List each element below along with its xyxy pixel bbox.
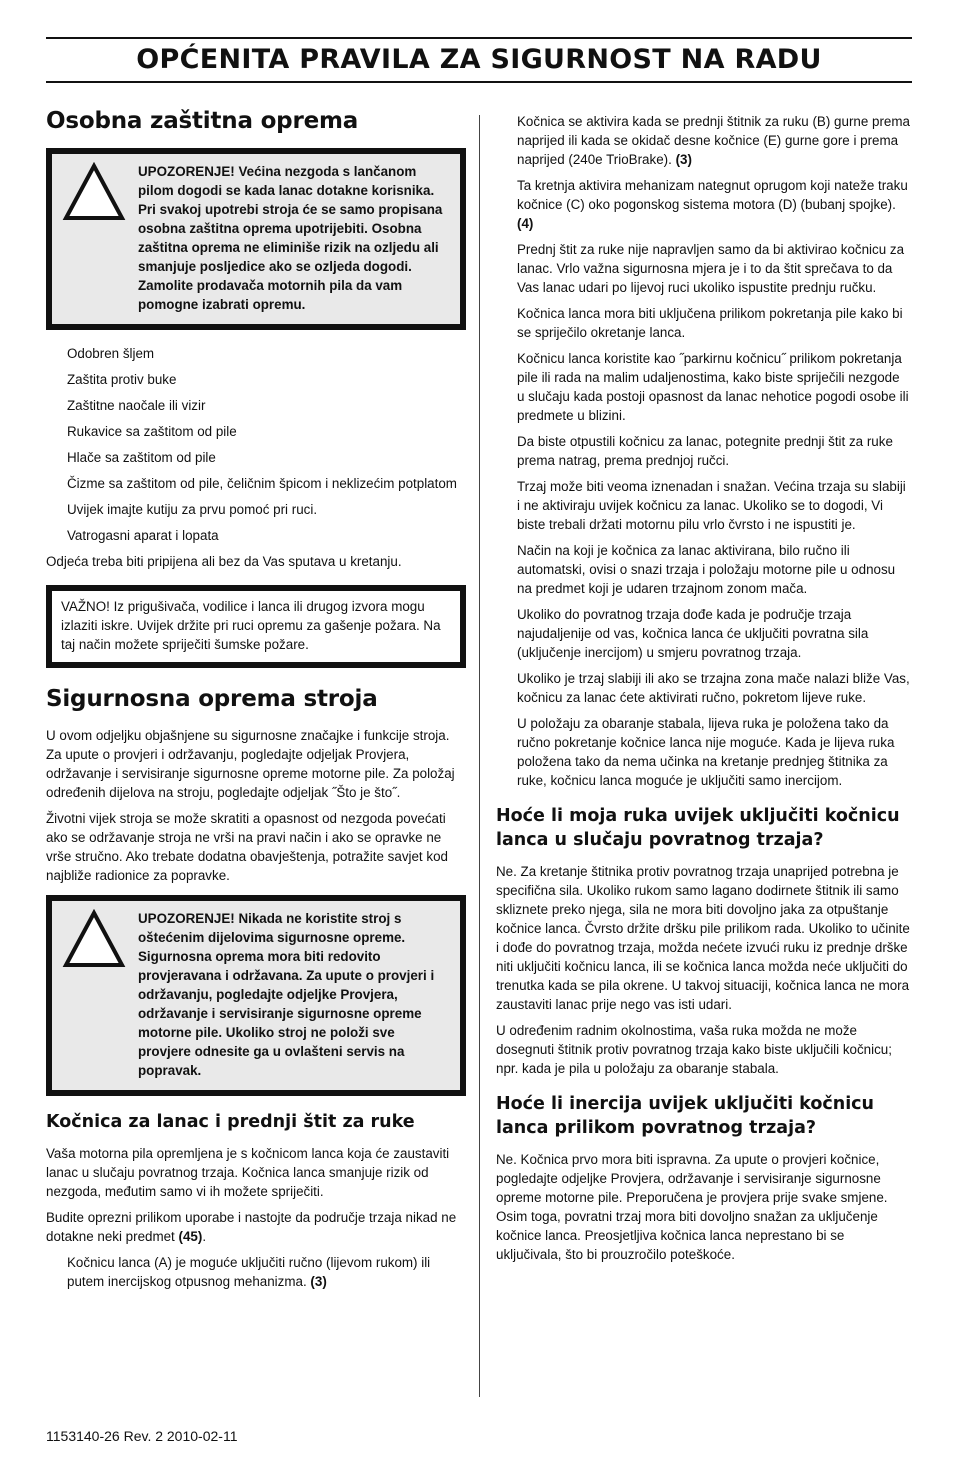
figure-ref: (45) xyxy=(178,1229,203,1244)
warning-box-damaged-equipment xyxy=(46,895,466,1096)
heading-machine-safety-equipment: Sigurnosna oprema stroja xyxy=(46,686,378,712)
warning-text-ppe: UPOZORENJE! Većina nezgoda s lančanom pilom dogodi se kada lanac dotakne korisnika. Pri svakoj upotrebi stroja će se samo propisana osobna zaštitna oprema upotrijebiti. Osobna zaštitna oprema ne eliminiše rizik na ozljedu ali smanjuje posljedice ako se ozljeda dogodi. Zamolite prodavača motornih pila da vam pomogne izabrati opremu. xyxy=(138,164,443,312)
heading-hand-activation: Hoće li moja ruka uvijek uključiti kočnicu lanca u slučaju povratnog trzaja? xyxy=(496,806,900,850)
list-item: Uvijek imajte kutiju za prvu pomoć pri ruci. xyxy=(67,502,318,517)
warning-triangle-icon xyxy=(62,162,126,222)
figure-ref: (3) xyxy=(675,152,692,167)
paragraph: Životni vijek stroja se može skratiti a opasnost od nezgoda povećati ako se održavanje stroja ne vrši na pravi način i ako se opravke ne vrše stručno. Ako trebate dodatna obavještenja, potražite savjet kod najbliže radionice za popravke. xyxy=(46,811,448,883)
list-item: Čizme sa zaštitom od pile, čeličnim špicom i neklizećim potplatom xyxy=(67,476,457,491)
paragraph xyxy=(46,1253,466,1291)
paragraph: Način na koji je kočnica za lanac aktivirana, bilo ručno ili automatski, ovisi o snazi trzaja i položaju motorne pile u odnosu na predmet koji je udaren trzajnom zonom mača. xyxy=(517,543,896,596)
paragraph-text: Ta kretnja aktivira mehanizam nategnut oprugom koji nateže traku kočnice (C) oko pogonskog sistema motora (D) (bubanj spojke). xyxy=(517,178,908,212)
list-item: Rukavice sa zaštitom od pile xyxy=(67,424,237,439)
clothing-note: Odjeća treba biti pripijena ali bez da Vas sputava u kretanju. xyxy=(46,554,402,569)
heading-inertia-activation: Hoće li inercija uvijek uključiti kočnicu lanca prilikom povratnog trzaja? xyxy=(496,1094,875,1138)
heading-personal-protective-equipment: Osobna zaštitna oprema xyxy=(46,108,359,134)
paragraph-text: Budite oprezni prilikom uporabe i nastojte da područje trzaja nikad ne dotakne neki predmet xyxy=(46,1210,457,1244)
paragraph: U položaju za obaranje stabala, lijeva ruka je položena tako da ručno pokretanje kočnice lanca nije moguće. Kada je lijeva ruka položena tako da nema učinka na kretanje prednjeg štitnika za ruke, kočnicu lanca moguće je uključiti samo inercijom. xyxy=(517,716,895,788)
paragraph-text: Kočnica se aktivira kada se prednji štitnik za ruku (B) gurne prema naprijed ili kada se okidač desne kočnice (E) gurne gore i prema naprijed (240e TrioBrake). xyxy=(517,114,910,167)
page-title: OPĆENITA PRAVILA ZA SIGURNOST NA RADU xyxy=(136,44,822,75)
paragraph: Vaša motorna pila opremljena je s kočnicom lanca koja će zaustaviti lanac u slučaju povratnog trzaja. Kočnica lanca smanjuje rizik od nezgoda, međutim samo vi ih možete spriječiti. xyxy=(46,1146,450,1199)
paragraph: U ovom odjeljku objašnjene su sigurnosne značajke i funkcije stroja. Za upute o provjeri i održavanju, pogledajte odjeljak Provjera, održavanje i servisiranje sigurnosne opreme motorne pile. Za položaj određenih dijelova na stroju, pogledajte odjeljak ˝Što je što˝. xyxy=(46,728,455,800)
warning-text-damaged-equipment: UPOZORENJE! Nikada ne koristite stroj s oštećenim dijelovima sigurnosne opreme. Sigurnosna oprema mora biti redovito provjeravana i održavana. Za upute o provjeri i održavanju, pogledajte odjeljke Provjera, održavanje i servisiranje sigurnosne opreme motorne pile. Ukoliko stroj ne položi sve provjere odnesite ga u ovlašteni servis na popravak. xyxy=(138,911,435,1078)
figure-ref: (3) xyxy=(310,1274,327,1289)
left-column xyxy=(46,108,466,1298)
paragraph xyxy=(46,1208,466,1246)
list-item: Odobren šljem xyxy=(67,346,155,361)
paragraph: Trzaj može biti veoma iznenadan i snažan. Većina trzaja su slabiji i ne aktiviraju uvijek kočnicu za lanac. Ukoliko se to dogodi, Vi biste trebali držati motornu pilu vrlo čvrsto i ne ispustiti je. xyxy=(517,479,906,532)
paragraph: Kočnica lanca mora biti uključena prilikom pokretanja pile kako bi se spriječilo okretanje lanca. xyxy=(517,306,903,340)
paragraph xyxy=(496,112,910,169)
paragraph: U određenim radnim okolnostima, vaša ruka možda ne može dosegnuti štitnik protiv povratnog trzaja kako biste uključili kočnicu; npr. kada je pila u položaju za obaranje stabala. xyxy=(496,1023,892,1076)
paragraph: Ukoliko do povratnog trzaja dođe kada je područje trzaja najudaljenije od vas, kočnica lanca će uključiti povratna sila (uključenje inercijom) u smjeru povratnog trzaja. xyxy=(517,607,869,660)
warning-triangle-icon xyxy=(62,909,126,969)
heading-chain-brake: Kočnica za lanac i prednji štit za ruke xyxy=(46,1112,415,1132)
paragraph: Ne. Za kretanje štitnika protiv povratnog trzaja unaprijed potrebna je specifična sila. Ukoliko rukom samo lagano dodirnete štitnik ili samo skliznete preko njega, sila ne mora biti dovoljno jaka za otpuštanje kočnice lanca. Čvrsto držite dršku pile prilikom rada. Ukoliko to učinite i dođe do povratnog trzaja, možda nećete izvući ruku iz prednje drške niti uključiti kočnicu lanca, ili se kočnica lanca možda neće uključiti do trenutka kada se pila okrene. U takvoj situaciji, kočnica lanca ne mora zaustaviti lanac prije nego vas isti udari. xyxy=(496,864,910,1012)
right-column xyxy=(496,112,910,1271)
page-title-bar xyxy=(46,37,912,83)
equipment-list xyxy=(46,344,466,545)
document-footer: 1153140-26 Rev. 2 2010-02-11 xyxy=(46,1428,238,1444)
figure-ref: (4) xyxy=(517,216,534,231)
paragraph: Prednj štit za ruke nije napravljen samo da bi aktivirao kočnicu za lanac. Vrlo važna sigurnosna mjera je i to da štit sprečava to da Vas lanac udari po lijevoj ruci ukoliko ispustite prednju ručku. xyxy=(517,242,905,295)
paragraph: Kočnicu lanca koristite kao ˝parkirnu kočnicu˝ prilikom pokretanja pile ili rada na malim udaljenostima, kako biste spriječili nezgode u slučaju kada postoji opasnost da lanac nehotice pogodi osobe ili predmete u blizini. xyxy=(517,351,909,423)
list-item: Hlače sa zaštitom od pile xyxy=(67,450,216,465)
list-item: Zaštita protiv buke xyxy=(67,372,177,387)
paragraph: Da biste otpustili kočnicu za lanac, potegnite prednji štit za ruke prema natrag, prema prednjoj ručci. xyxy=(517,434,893,468)
paragraph: Ne. Kočnica prvo mora biti ispravna. Za upute o provjeri kočnice, pogledajte odjeljke Provjera, održavanje i servisiranje sigurnosne opreme motorne pile. Preporučena je provjera prije svake smjene. Osim toga, povratni trzaj mora biti dovoljno snažan za uključenje kočnice lanca. Preosjetljiva kočnica lanca neprestano bi se uključivala, što bi prouzročilo poteškoće. xyxy=(496,1152,888,1262)
paragraph: Ukoliko je trzaj slabiji ili ako se trzajna zona mače nalazi bliže Vas, kočnicu za lanac ćete aktivirati ručno, pokretom lijeve ruke. xyxy=(517,671,910,705)
list-item: Vatrogasni aparat i lopata xyxy=(67,528,219,543)
paragraph xyxy=(496,176,910,233)
list-item: Zaštitne naočale ili vizir xyxy=(67,398,206,413)
paragraph-end: . xyxy=(202,1229,207,1244)
paragraph-text: Kočnicu lanca (A) je moguće uključiti ručno (lijevom rukom) ili putem inercijskog otpusnog mehanizma. xyxy=(67,1255,431,1289)
warning-box-ppe xyxy=(46,148,466,330)
important-note-box xyxy=(46,585,466,668)
column-divider xyxy=(479,115,480,1397)
important-note-text: VAŽNO! Iz prigušivača, vodilice i lanca ili drugog izvora mogu izlaziti iskre. Uvijek držite pri ruci opremu za gašenje požara. Na taj način možete spriječiti šumske požare. xyxy=(61,599,441,652)
